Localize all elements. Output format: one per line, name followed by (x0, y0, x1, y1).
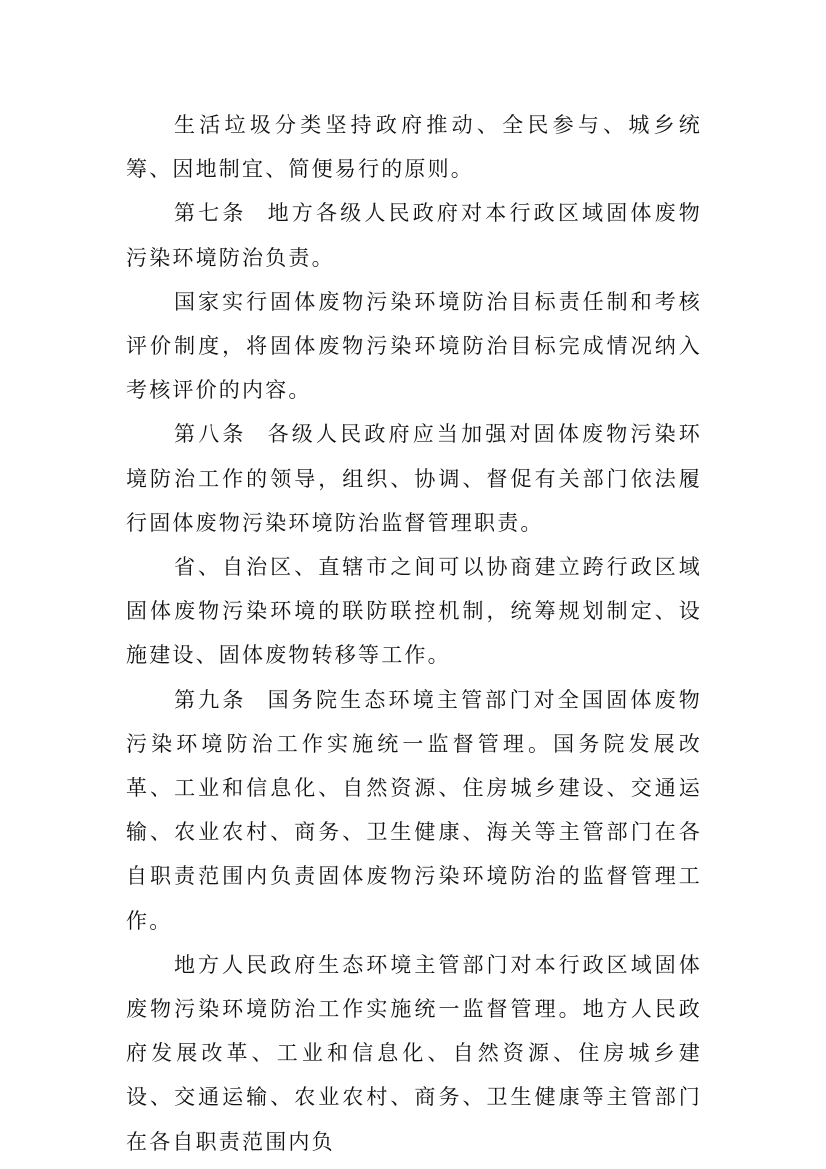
article-number: 第八条 (174, 422, 247, 447)
paragraph-text: 地方各级人民政府对本行政区域固体废物污染环境防治负责。 (126, 201, 702, 270)
paragraph-article-8 (126, 412, 702, 545)
paragraph-text: 国家实行固体废物污染环境防治目标责任制和考核评价制度，将固体废物污染环境防治目标完成情况纳入考核评价的内容。 (126, 289, 702, 403)
paragraph-article-7 (126, 191, 702, 279)
paragraph-joint-prevention (126, 545, 702, 678)
article-number: 第七条 (174, 201, 247, 226)
paragraph-waste-sorting-principle (126, 103, 702, 191)
paragraph-text: 地方人民政府生态环境主管部门对本行政区域固体废物污染环境防治工作实施统一监督管理。地方人民政府发展改革、工业和信息化、自然资源、住房城乡建设、交通运输、农业农村、商务、卫生健康等主管部门在各自职责范围内负 (126, 952, 702, 1154)
paragraph-text: 各级人民政府应当加强对固体废物污染环境防治工作的领导，组织、协调、督促有关部门依法履行固体废物污染环境防治监督管理职责。 (126, 422, 702, 535)
paragraph-article-9 (126, 678, 702, 943)
paragraph-local-supervision (126, 943, 702, 1164)
document-body (126, 103, 702, 1164)
paragraph-text: 国务院生态环境主管部门对全国固体废物污染环境防治工作实施统一监督管理。国务院发展改革、工业和信息化、自然资源、住房城乡建设、交通运输、农业农村、商务、卫生健康、海关等主管部门在各自职责范围内负责固体废物污染环境防治的监督管理工作。 (126, 687, 702, 933)
paragraph-target-responsibility (126, 280, 702, 413)
paragraph-text: 省、自治区、直辖市之间可以协商建立跨行政区域固体废物污染环境的联防联控机制，统筹规划制定、设施建设、固体废物转移等工作。 (126, 555, 702, 668)
paragraph-text: 生活垃圾分类坚持政府推动、全民参与、城乡统筹、因地制宜、简便易行的原则。 (126, 113, 702, 182)
article-number: 第九条 (174, 687, 247, 712)
